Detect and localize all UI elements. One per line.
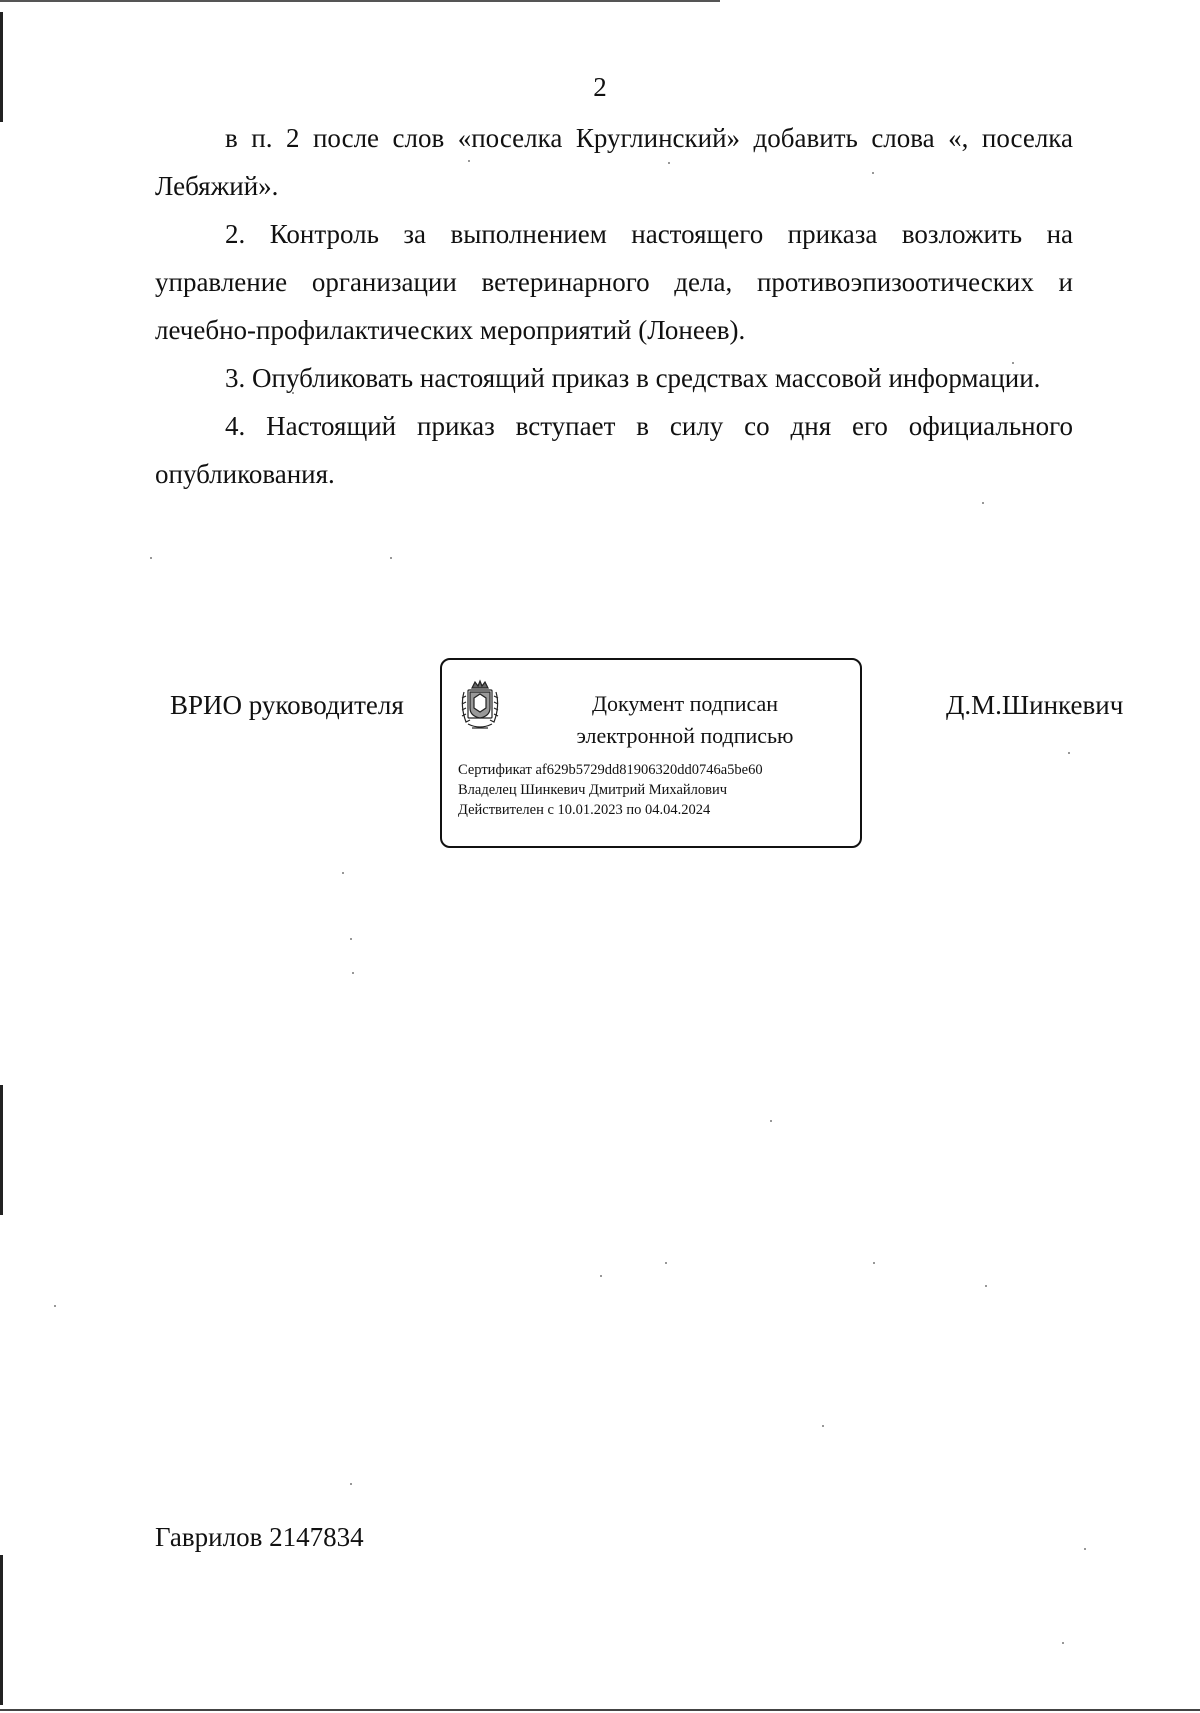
coat-of-arms-icon [458, 678, 502, 736]
stamp-heading-line: электронной подписью [576, 723, 794, 748]
scan-left-edge [0, 1085, 3, 1215]
scan-speck [985, 1285, 987, 1287]
scan-speck [770, 1120, 772, 1122]
scan-speck [350, 1483, 352, 1485]
scan-speck [982, 502, 984, 504]
scan-speck [665, 1262, 667, 1264]
paragraph-effective: 4. Настоящий приказ вступает в силу со дня его официального опубликования. [155, 411, 1073, 489]
scan-left-edge [0, 12, 3, 122]
electronic-signature-stamp [440, 658, 862, 848]
stamp-heading [520, 688, 850, 752]
stamp-validity: Действителен с 10.01.2023 по 04.04.2024 [458, 802, 711, 818]
stamp-owner: Владелец Шинкевич Дмитрий Михайлович [458, 782, 728, 798]
scan-speck [352, 972, 354, 974]
paragraph-control: 2. Контроль за выполнением настоящего приказа возложить на управление организации ветеринарного дела, противоэпизоотических и лечебно-профилактических мероприятий (Лонеев). [155, 219, 1073, 345]
stamp-certificate: Сертификат af629b5729dd81906320dd0746a5be60 [458, 762, 763, 778]
paragraph-publish: 3. Опубликовать настоящий приказ в средствах массовой информации. [225, 363, 1041, 393]
page-number: 2 [593, 72, 607, 102]
signatory-post: ВРИО руководителя [170, 690, 404, 720]
scan-speck [350, 938, 352, 940]
paragraph-amendment: в п. 2 после слов «поселка Круглинский» добавить слова «, поселка Лебяжий». [155, 123, 1073, 201]
order-body [155, 114, 1073, 498]
scan-speck [600, 1275, 602, 1277]
scan-bottom-rule [0, 1709, 1200, 1711]
signatory-name: Д.М.Шинкевич [946, 690, 1124, 720]
scan-speck [873, 1262, 875, 1264]
scan-speck [822, 1425, 824, 1427]
scan-speck [390, 557, 392, 559]
scan-top-rule [0, 0, 720, 2]
scan-speck [1084, 1548, 1086, 1550]
scan-speck [54, 1305, 56, 1307]
executor-contact: Гаврилов 2147834 [155, 1522, 364, 1552]
scan-speck [1068, 752, 1070, 754]
scan-speck [150, 557, 152, 559]
scan-speck [1062, 1642, 1064, 1644]
scan-left-edge [0, 1555, 3, 1705]
scan-speck [342, 872, 344, 874]
stamp-heading-line: Документ подписан [591, 691, 779, 716]
